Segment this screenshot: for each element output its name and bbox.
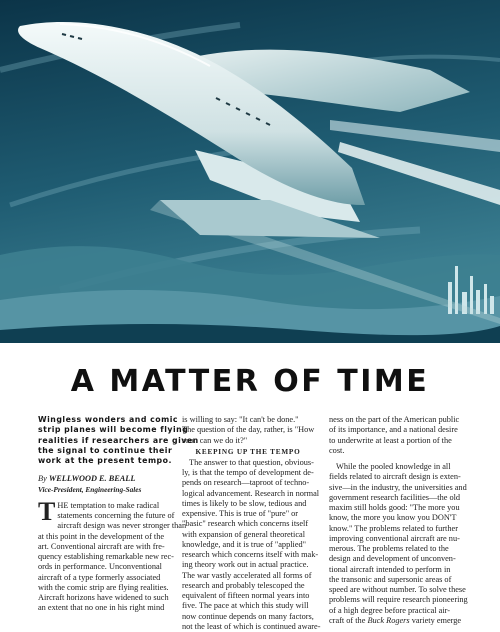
- body-line: The question of the day, rather, is "How: [182, 425, 315, 435]
- body-line: not the least of which is continued aware-: [182, 621, 321, 631]
- body-line: know, the more you know you DON'T: [329, 513, 457, 523]
- body-text: [38, 496, 187, 614]
- body-line: cost.: [329, 445, 345, 455]
- body-line: sive—in the industry, the universities and: [329, 482, 467, 492]
- byline-prefix: By: [38, 474, 47, 484]
- body-line: research which concerns itself with mak-: [182, 550, 319, 559]
- body-line: merous. The problems related to the: [329, 544, 449, 553]
- body-line: ly, is that the tempo of development de-: [182, 468, 314, 477]
- body-text-segment: craft of the: [329, 615, 368, 625]
- deck-line: work at the present tempo.: [38, 456, 172, 465]
- body-line: soon can we do it?": [182, 435, 248, 445]
- body-line: at this point in the development of the: [38, 531, 165, 541]
- byline: [38, 474, 172, 484]
- section-subhead: KEEPING UP THE TEMPO: [195, 447, 301, 456]
- body-line: with expansion of general theoretical: [182, 529, 306, 539]
- body-line: ness on the part of the American public: [329, 415, 460, 424]
- body-line: aircraft of a type formerly associated: [38, 572, 161, 582]
- deck-line: realities if researchers are given: [38, 435, 199, 445]
- headline: A MATTER OF TIME: [70, 364, 430, 399]
- body-line: expensive. This is true of "pure" or: [182, 509, 299, 518]
- deck: [38, 415, 199, 466]
- body-line: quency establishing remarkable new rec-: [38, 552, 174, 561]
- body-line: of its importance, and a national desire: [329, 425, 458, 435]
- body-line: speed are without number. To solve these: [329, 585, 466, 594]
- body-line: art. Conventional aircraft are with fre-: [38, 541, 165, 551]
- author-title: Vice-President, Engineering-Sales: [38, 484, 142, 494]
- body-line: The answer to that question, obvious-: [189, 457, 314, 467]
- body-line: tional aircraft intended to perform in: [329, 564, 451, 574]
- body-line: five. The pace at which this study will: [182, 601, 309, 611]
- body-line: the transonic and supersonic areas of: [329, 574, 452, 584]
- body-line: with the comic strip are flying realities.: [38, 582, 169, 592]
- body-line: ing theory work out in actual practice.: [182, 560, 309, 570]
- body-line: equivalent of fifteen normal years into: [182, 591, 310, 600]
- body-line: pends on research—taproot of techno-: [182, 478, 310, 488]
- column-3: [329, 415, 468, 626]
- body-line: Aircraft horizons have widened to such: [38, 593, 169, 602]
- body-line: now continue depends on many factors,: [182, 611, 314, 621]
- body-line: knowledge, and it is true of "applied": [182, 539, 307, 549]
- body-line: While the pooled knowledge in all: [336, 462, 451, 471]
- body-line: an extent that no one in his right mind: [38, 603, 165, 613]
- body-line: improving conventional aircraft are nu-: [329, 533, 460, 543]
- body-line: government research facilities—the old: [329, 492, 461, 502]
- body-line: fields related to aircraft design is exten-: [329, 472, 461, 482]
- body-line: to underwrite at least a portion of the: [329, 435, 452, 445]
- body-line: The war vastly accelerated all forms of: [182, 570, 312, 580]
- body-line: of a high degree before practical air-: [329, 605, 450, 615]
- body-line: statements concerning the future of: [57, 511, 175, 520]
- body-text-segment: variety emerge: [409, 615, 462, 625]
- deck-line: strip planes will become flying: [38, 425, 189, 435]
- body-line: "basic" research which concerns itself: [182, 519, 309, 529]
- body-line: HE temptation to make radical: [57, 500, 160, 510]
- body-line: [329, 616, 462, 626]
- body-line: ords in performance. Unconventional: [38, 562, 162, 572]
- column-1: [38, 415, 199, 614]
- body-line: maxim still holds good: "The more you: [329, 503, 460, 512]
- body-line: research and probably telescoped the: [182, 580, 305, 590]
- deck-line: Wingless wonders and comic: [38, 415, 179, 424]
- body-line: aircraft design was never stronger than: [57, 521, 187, 531]
- body-line: is willing to say: "It can't be done.": [182, 415, 299, 424]
- drop-cap: T: [38, 496, 56, 526]
- body-line: know." The problems related to further: [329, 523, 458, 533]
- column-2: [182, 415, 321, 632]
- author-name: WELLWOOD E. BEALL: [48, 474, 136, 484]
- italic-phrase: Buck Rogers: [367, 615, 410, 625]
- deck-line: the signal to continue their: [38, 445, 173, 455]
- body-line: design and development of unconven-: [329, 554, 456, 564]
- body-line: logical advancement. Research in normal: [182, 488, 320, 498]
- body-line: times is likely to be slow, tedious and: [182, 498, 307, 508]
- body-line: problems will require research pioneering: [329, 595, 468, 605]
